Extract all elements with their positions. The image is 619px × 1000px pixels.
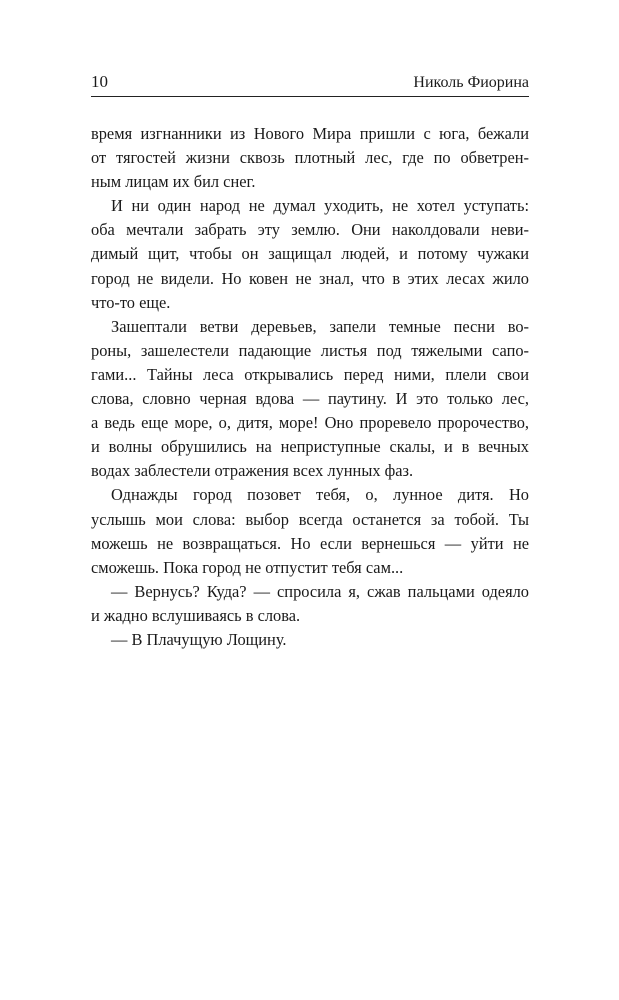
page-number: 10 bbox=[91, 72, 108, 91]
paragraph bbox=[91, 194, 529, 314]
text-line: — В Плачущую Лощину. bbox=[111, 629, 287, 649]
text-line: от тягостей жизни сквозь плотный лес, где по обветрен- bbox=[91, 148, 529, 168]
paragraph bbox=[91, 580, 529, 628]
text-line: водах заблестели отражения всех лунных фаз. bbox=[91, 461, 414, 481]
text-line: услышь мои слова: выбор всегда останется за тобой. Ты bbox=[91, 509, 529, 529]
text-line: сможешь. Пока город не отпустит тебя сам... bbox=[91, 557, 404, 577]
text-line: димый щит, чтобы он защищал людей, и потому чужаки bbox=[91, 244, 529, 264]
text-line: город не видели. Но ковен не знал, что в этих лесах жило bbox=[91, 268, 529, 288]
text-line: слова, словно черная вдова — паутину. И это только лес, bbox=[91, 389, 529, 409]
header-rule bbox=[91, 96, 529, 97]
text-line: Однажды город позовет тебя, о, лунное дитя. Но bbox=[111, 485, 529, 505]
text-line: роны, зашелестели падающие листья под тяжелыми сапо- bbox=[91, 340, 529, 360]
paragraph bbox=[91, 483, 529, 579]
text-line: и жадно вслушиваясь в слова. bbox=[91, 605, 301, 625]
page-header bbox=[91, 70, 529, 96]
running-head: Николь Фиорина bbox=[413, 74, 529, 91]
text-line: Зашептали ветви деревьев, запели темные песни во- bbox=[111, 316, 529, 336]
text-line: время изгнанники из Нового Мира пришли с юга, бежали bbox=[91, 124, 529, 143]
text-line: оба мечтали забрать эту землю. Они наколдовали неви- bbox=[91, 220, 529, 240]
text-line: — Вернусь? Куда? — спросила я, сжав пальцами одеяло bbox=[111, 581, 529, 601]
body-text bbox=[91, 122, 529, 652]
text-line: ным лицам их бил снег. bbox=[91, 172, 256, 192]
text-line: а ведь еще море, о, дитя, море! Оно проревело пророчество, bbox=[91, 413, 529, 433]
text-line: и волны обрушились на неприступные скалы, и в вечных bbox=[91, 437, 529, 457]
paragraph bbox=[91, 122, 529, 194]
paragraph bbox=[91, 315, 529, 484]
text-line: что-то еще. bbox=[91, 292, 171, 312]
text-line: И ни один народ не думал уходить, не хотел уступать: bbox=[111, 196, 529, 216]
text-line: можешь не возвращаться. Но если вернешься — уйти не bbox=[91, 533, 529, 553]
paragraph bbox=[91, 628, 529, 652]
text-line: гами... Тайны леса открывались перед ними, плели свои bbox=[91, 364, 529, 384]
